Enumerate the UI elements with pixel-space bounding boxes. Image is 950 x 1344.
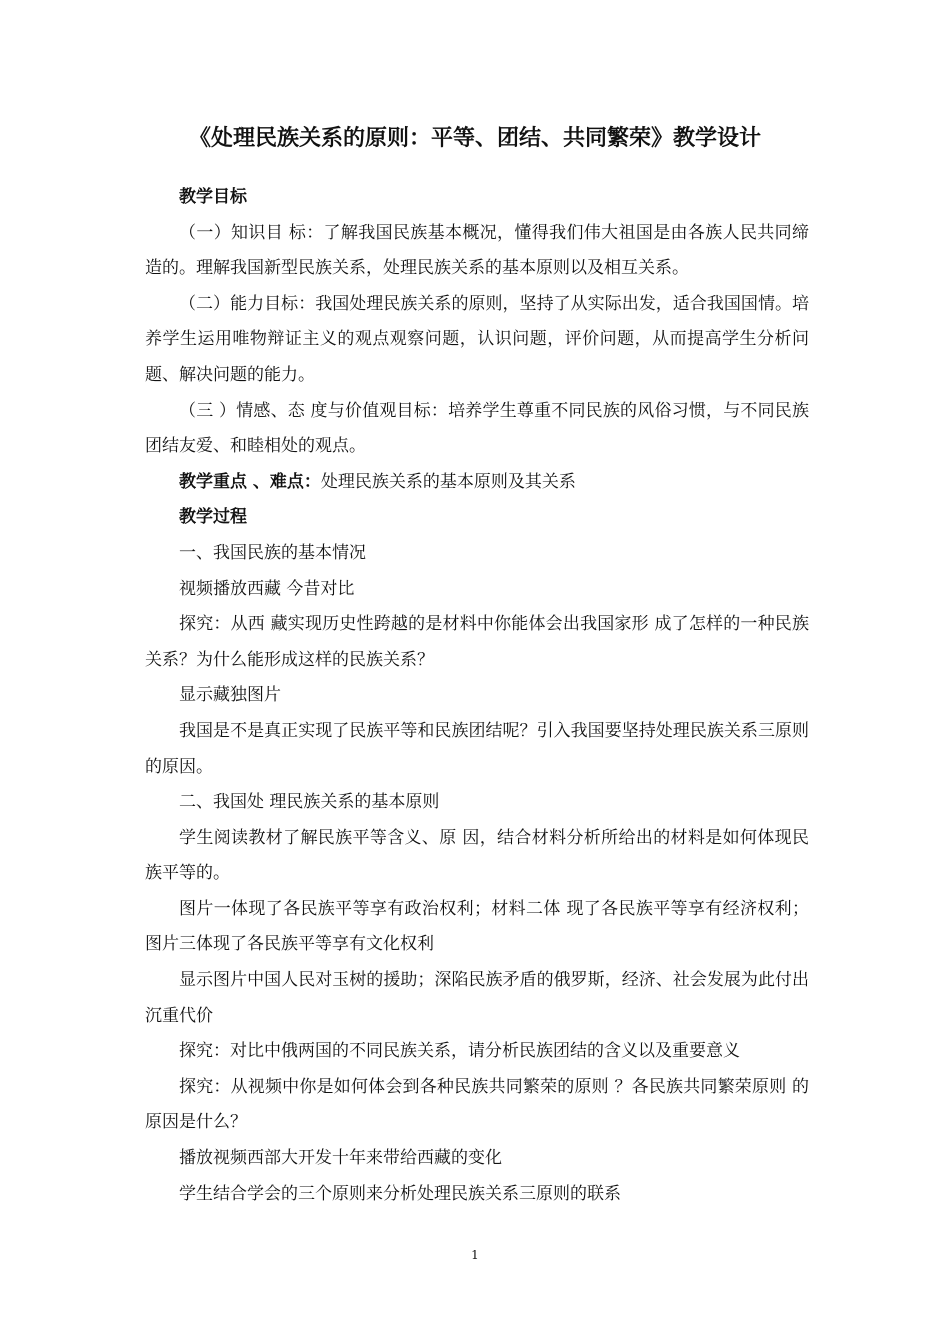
key-points-text: 处理民族关系的基本原则及其关系 (320, 471, 576, 492)
paragraph-knowledge-goal: （一）知识目 标：了解我国民族基本概况，懂得我们伟大祖国是由各族人民共同缔造的。理解我国新型民族关系，处理民族关系的基本原则以及相互关系。 (145, 222, 809, 279)
paragraph-inquiry-1: 探究：从西 藏实现历史性跨越的是材料中你能体会出我国家形 成了怎样的一种民族关系？为什么能形成这样的民族关系？ (145, 614, 809, 670)
paragraph-key-points (145, 465, 809, 501)
section-two-heading: 二、我国处 理民族关系的基本原则 (179, 792, 440, 813)
section-one-heading: 一、我国民族的基本情况 (179, 542, 366, 563)
paragraph-emotion-goal: （三 ）情感、态 度与价值观目标：培养学生尊重不同民族的风俗习惯，与不同民族团结友爱、和睦相处的观点。 (145, 400, 809, 457)
page-number: 1 (471, 1248, 479, 1262)
paragraph-inquiry-3: 探究：从视频中你是如何体会到各种民族共同繁荣的原则 ？各民族共同繁荣原则 的原因是什么？ (145, 1076, 809, 1133)
paragraph-rights: 图片一体现了各民族平等享有政治权利；材料二体 现了各民族平等享有经济权利；图片三体现了各民族平等享有文化权利 (145, 898, 809, 955)
paragraph-yushu: 显示图片中国人民对玉树的援助；深陷民族矛盾的俄罗斯，经济、社会发展为此付出沉重代价 (145, 970, 809, 1026)
paragraph-video-west: 播放视频西部大开发十年来带给西藏的变化 (179, 1148, 502, 1169)
heading-teaching-process: 教学过程 (179, 507, 247, 528)
heading-teaching-goals: 教学目标 (179, 187, 247, 207)
paragraph-video-tibet: 视频播放西藏 今昔对比 (179, 578, 355, 599)
paragraph-show-images: 显示藏独图片 (179, 685, 281, 706)
paragraph-ability-goal: （二）能力目标：我国处理民族关系的原则，坚持了从实际出发，适合我国国情。培养学生运用唯物辩证主义的观点观察问题，认识问题，评价问题，从而提高学生分析问题、解决问题的能力。 (145, 293, 809, 385)
key-points-label: 教学重点 、难点： (179, 471, 321, 492)
paragraph-question: 我国是不是真正实现了民族平等和民族团结呢？引入我国要坚持处理民族关系三原则的原因。 (145, 720, 809, 777)
paragraph-reading: 学生阅读教材了解民族平等含义、原 因，结合材料分析所给出的材料是如何体现民族平等的。 (145, 827, 809, 884)
paragraph-summary: 学生结合学会的三个原则来分析处理民族关系三原则的联系 (179, 1183, 621, 1204)
document-body (145, 180, 809, 1212)
document-title: 《处理民族关系的原则：平等、团结、共同繁荣》教学设计 (188, 125, 761, 151)
paragraph-inquiry-2: 探究：对比中俄两国的不同民族关系，请分析民族团结的含义以及重要意义 (179, 1041, 740, 1062)
